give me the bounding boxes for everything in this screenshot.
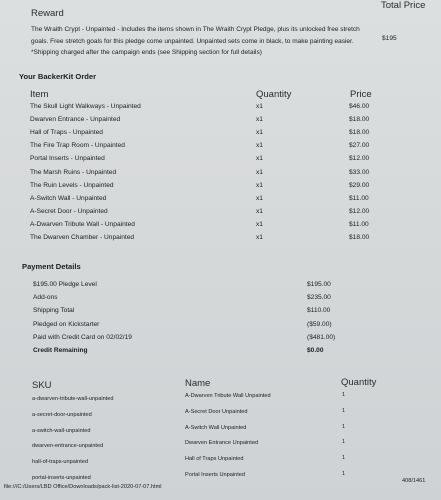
payment-line-value: $110.00 xyxy=(307,307,331,315)
total-price-header: Total Price xyxy=(381,0,426,11)
sku-name-cell: Hall of Traps Unpainted xyxy=(185,456,244,463)
order-item-quantity: x1 xyxy=(256,234,263,241)
payment-title: Payment Details xyxy=(22,262,81,271)
sku-quantity-cell: 1 xyxy=(342,407,346,414)
sku-cell: portal-inserts-unpainted xyxy=(32,475,91,481)
sku-name-cell: A-Dwarven Tribute Wall Unpainted xyxy=(185,393,271,399)
sku-name-cell: Dwarven Entrance Unpainted xyxy=(185,440,259,447)
order-item-quantity: x1 xyxy=(256,103,263,110)
sku-quantity-cell: 1 xyxy=(342,392,346,398)
order-item-name: The Marsh Ruins - Unpainted xyxy=(30,168,117,176)
order-item-quantity: x1 xyxy=(256,116,263,124)
order-item-name: The Dwarven Chamber - Unpainted xyxy=(30,234,135,241)
sku-cell: a-switch-wall-unpainted xyxy=(32,427,91,434)
reward-description: The Wraith Crypt - Unpainted - Includes the items shown in The Wraith Crypt Pledge, plus its unlocked free stretch goals. Free stretch goals for this pledge come unpainted. Unpainted sets come in black, to make painting easier. *Shipping charged after the campaign ends (see Shipping section for full details) xyxy=(31,26,360,56)
order-item-name: A-Dwarven Tribute Wall - Unpainted xyxy=(30,220,135,228)
reward-header: Reward xyxy=(31,8,64,19)
order-item-price: $18.00 xyxy=(349,116,370,124)
payment-line-value: ($59.00) xyxy=(307,320,332,328)
order-item-price: $11.00 xyxy=(349,220,369,228)
order-item-name: Hall of Traps - Unpainted xyxy=(30,129,103,137)
payment-line-label: Pledged on Kickstarter xyxy=(33,320,100,328)
payment-line-label: $195.00 Pledge Level xyxy=(33,281,97,288)
reward-price: $195 xyxy=(382,35,397,42)
payment-line-label: Shipping Total xyxy=(33,307,75,315)
order-item-quantity: x1 xyxy=(256,142,263,150)
order-item-name: The Fire Trap Room - Unpainted xyxy=(30,142,125,150)
order-item-price: $46.00 xyxy=(349,103,370,110)
credit-remaining-label: Credit Remaining xyxy=(33,347,88,354)
sku-col-quantity: Quantity xyxy=(341,377,377,388)
payment-line-value: $195.00 xyxy=(307,281,331,288)
order-item-quantity: x1 xyxy=(256,181,263,189)
order-item-name: The Ruin Levels - Unpainted xyxy=(30,181,114,189)
order-item-name: Portal Inserts - Unpainted xyxy=(30,155,105,163)
sku-col-name: Name xyxy=(185,378,211,389)
footer-file-path: file:///C:/Users/LBD Office/Downloads/pack-list-2020-07-07.html xyxy=(4,484,162,490)
order-item-name: Dwarven Entrance - Unpainted xyxy=(30,116,121,124)
sku-col-sku: SKU xyxy=(32,380,52,391)
order-col-item: Item xyxy=(30,89,49,100)
credit-remaining-value: $0.00 xyxy=(307,347,324,354)
order-title: Your BackerKit Order xyxy=(19,72,97,81)
order-item-price: $18.00 xyxy=(349,234,370,241)
sku-name-cell: A-Switch Wall Unpainted xyxy=(185,424,247,431)
order-item-price: $27.00 xyxy=(349,142,370,150)
order-item-price: $12.00 xyxy=(349,155,370,163)
sku-cell: a-secret-door-unpainted xyxy=(32,411,92,418)
sku-name-cell: Portal Inserts Unpainted xyxy=(185,472,246,478)
sku-quantity-cell: 1 xyxy=(342,455,346,462)
order-col-quantity: Quantity xyxy=(256,89,292,100)
order-item-price: $18.00 xyxy=(349,129,370,137)
order-item-quantity: x1 xyxy=(256,194,263,202)
order-item-price: $29.00 xyxy=(349,181,370,189)
sku-cell: dwarven-entrance-unpainted xyxy=(32,443,104,450)
order-item-quantity: x1 xyxy=(256,155,263,163)
payment-line-value: ($481.00) xyxy=(307,333,336,341)
order-item-name: The Skull Light Walkways - Unpainted xyxy=(30,103,141,110)
order-item-quantity: x1 xyxy=(256,220,263,228)
order-item-name: A-Secret Door - Unpainted xyxy=(30,207,108,215)
sku-quantity-cell: 1 xyxy=(342,423,346,430)
order-col-price: Price xyxy=(350,89,372,100)
order-item-quantity: x1 xyxy=(256,129,263,137)
sku-quantity-cell: 1 xyxy=(342,439,346,446)
footer-page-number: 408/1461 xyxy=(402,478,426,484)
payment-line-label: Add-ons xyxy=(33,294,58,302)
order-item-quantity: x1 xyxy=(256,207,263,215)
order-item-name: A-Switch Wall - Unpainted xyxy=(30,194,107,202)
order-item-price: $33.00 xyxy=(349,168,370,176)
sku-quantity-cell: 1 xyxy=(342,471,346,477)
sku-cell: a-dwarven-tribute-wall-unpainted xyxy=(32,396,114,402)
payment-line-label: Paid with Credit Card on 02/02/19 xyxy=(33,333,132,341)
order-item-quantity: x1 xyxy=(256,168,263,176)
sku-cell: hall-of-traps-unpainted xyxy=(32,459,88,466)
sku-name-cell: A-Secret Door Unpainted xyxy=(185,408,248,415)
order-item-price: $12.00 xyxy=(349,207,370,215)
payment-line-value: $235.00 xyxy=(307,294,331,302)
order-item-price: $11.00 xyxy=(349,194,369,202)
